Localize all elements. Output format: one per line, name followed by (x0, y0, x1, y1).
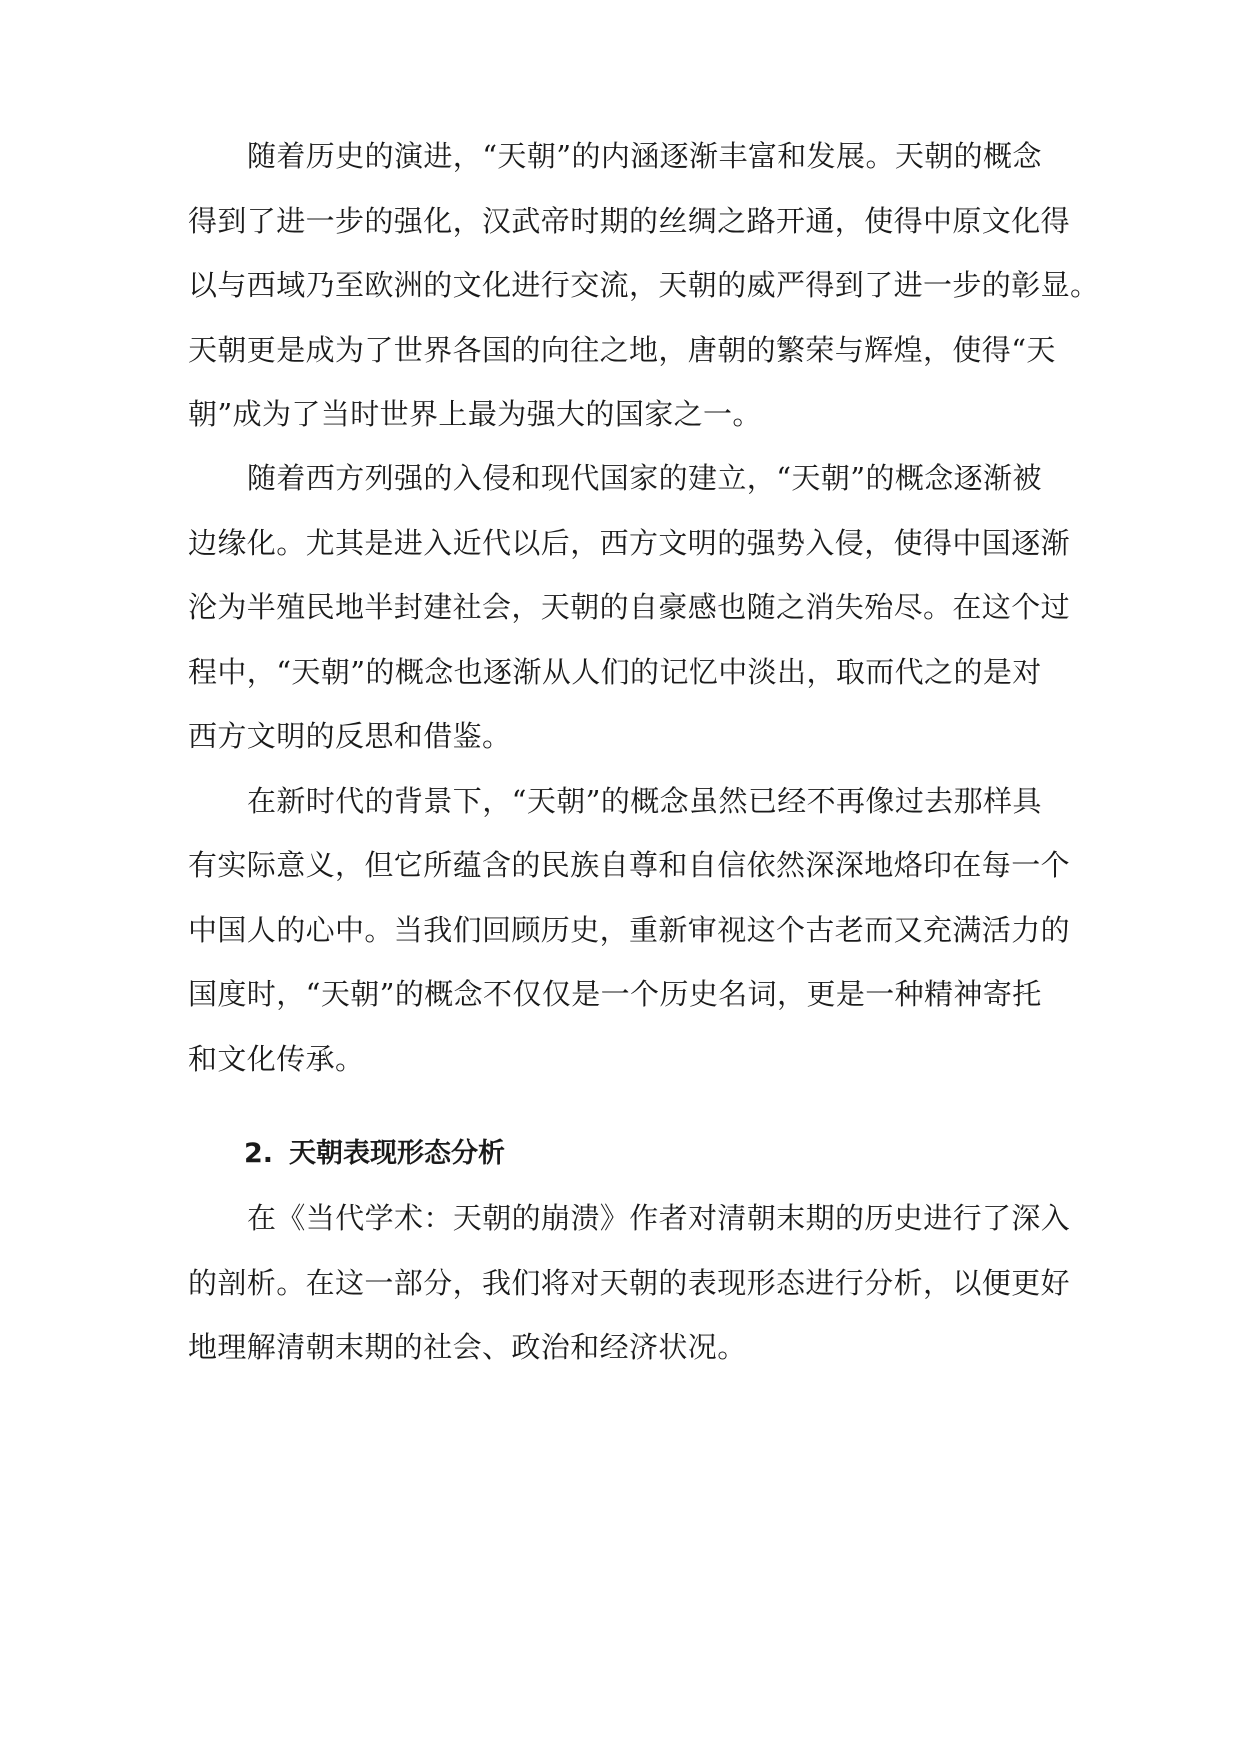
paragraph-line: 有实际意义，但它所蕴含的民族自尊和自信依然深深地烙印在每一个 (188, 848, 1071, 882)
paragraph-line: 地理解清朝末期的社会、政治和经济状况。 (188, 1330, 747, 1364)
paragraph-line: 在《当代学术：天朝的崩溃》作者对清朝末期的历史进行了深入 (247, 1201, 1071, 1235)
paragraph-line: 得到了进一步的强化，汉武帝时期的丝绸之路开通，使得中原文化得 (188, 204, 1071, 238)
paragraph-line: 国度时，“天朝”的概念不仅仅是一个历史名词，更是一种精神寄托 (188, 977, 1042, 1011)
paragraph-line: 以与西域乃至欧洲的文化进行交流，天朝的威严得到了进一步的彰显。 (188, 268, 1100, 302)
paragraph-line: 西方文明的反思和借鉴。 (188, 719, 512, 753)
paragraph-line: 边缘化。尤其是进入近代以后，西方文明的强势入侵，使得中国逐渐 (188, 526, 1071, 560)
paragraph-line: 沦为半殖民地半封建社会，天朝的自豪感也随之消失殆尽。在这个过 (188, 590, 1071, 624)
paragraph-line: 在新时代的背景下，“天朝”的概念虽然已经不再像过去那样具 (247, 784, 1042, 818)
paragraph-line: 随着西方列强的入侵和现代国家的建立，“天朝”的概念逐渐被 (247, 461, 1042, 495)
paragraph-line: 随着历史的演进，“天朝”的内涵逐渐丰富和发展。天朝的概念 (247, 139, 1042, 173)
section-heading (244, 1134, 505, 1174)
paragraph-line: 程中，“天朝”的概念也逐渐从人们的记忆中淡出，取而代之的是对 (188, 655, 1042, 689)
paragraph-line: 天朝更是成为了世界各国的向往之地，唐朝的繁荣与辉煌，使得“天 (188, 333, 1056, 367)
paragraph-line: 的剖析。在这一部分，我们将对天朝的表现形态进行分析，以便更好 (188, 1266, 1071, 1300)
paragraph-line: 朝”成为了当时世界上最为强大的国家之一。 (188, 397, 762, 431)
section-title: 天朝表现形态分析 (289, 1138, 506, 1169)
paragraph-line: 中国人的心中。当我们回顾历史，重新审视这个古老而又充满活力的 (188, 913, 1071, 947)
section-number: 2. (244, 1138, 274, 1169)
paragraph-line: 和文化传承。 (188, 1042, 365, 1076)
